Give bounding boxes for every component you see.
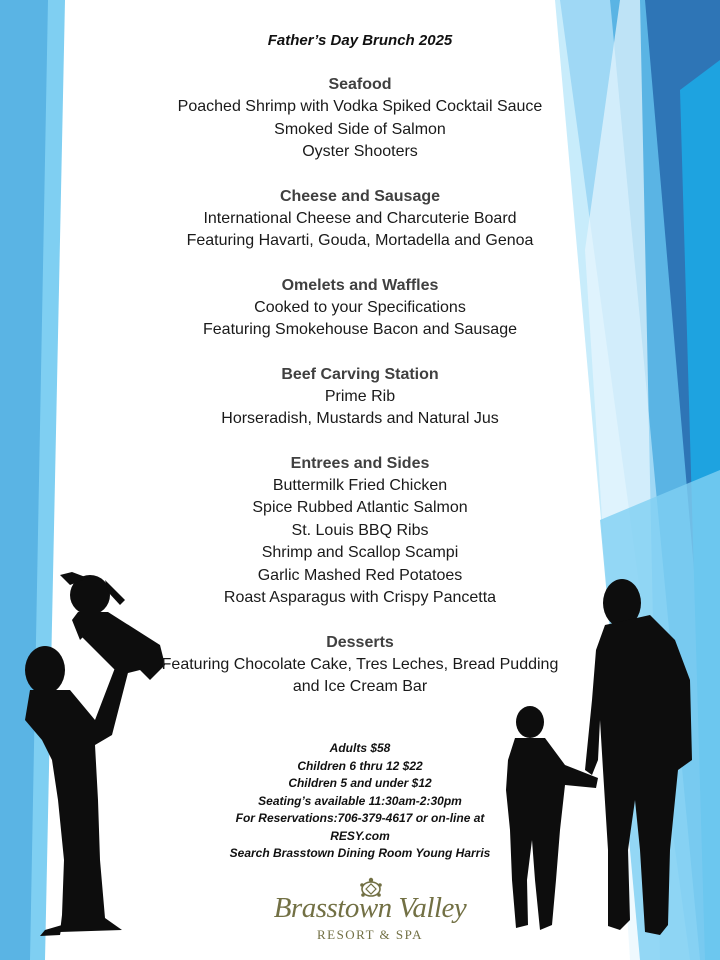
logo-name: Brasstown Valley [273,892,467,924]
menu-content [100,30,620,721]
section-heading: Beef Carving Station [281,365,439,383]
seating-times: Seating’s available 11:30am-2:30pm [258,793,462,808]
menu-section-seafood [100,74,620,164]
menu-item: Poached Shrimp with Vodka Spiked Cocktail Sauce [177,98,543,115]
menu-section-entrees-sides [100,453,620,610]
price-children-5-under: Children 5 and under $12 [288,776,432,790]
menu-item: Spice Rubbed Atlantic Salmon [252,499,468,516]
menu-title: Father’s Day Brunch 2025 [267,32,453,49]
reservation-search-hint: Search Brasstown Dining Room Young Harris [229,846,491,860]
menu-item: Cooked to your Specifications [254,298,466,316]
menu-item: Featuring Smokehouse Bacon and Sausage [203,321,517,338]
menu-item: Roast Asparagus with Crispy Pancetta [223,589,497,606]
section-heading: Cheese and Sausage [279,187,441,205]
pricing-info [200,740,520,863]
section-heading: Seafood [328,76,392,93]
logo-tagline: RESORT & SPA [316,927,424,942]
price-children-6-12: Children 6 thru 12 $22 [297,758,423,773]
menu-section-cheese-sausage [100,186,620,253]
resort-logo [270,876,470,946]
menu-item: International Cheese and Charcuterie Board [203,209,517,227]
menu-item: Buttermilk Fried Chicken [272,476,448,494]
menu-section-desserts [100,632,620,699]
menu-section-omelets-waffles [100,275,620,342]
menu-item: Horseradish, Mustards and Natural Jus [221,410,499,427]
price-adults: Adults $58 [329,741,391,755]
section-heading: Omelets and Waffles [281,276,439,294]
menu-item: St. Louis BBQ Ribs [291,521,429,539]
menu-item: Featuring Havarti, Gouda, Mortadella and Genoa [186,232,534,249]
menu-item: Shrimp and Scallop Scampi [261,544,459,561]
menu-item: Featuring Chocolate Cake, Tres Leches, Bread Pudding [161,655,559,673]
section-heading: Desserts [326,633,394,651]
menu-item: Prime Rib [324,387,396,405]
reservation-phone: For Reservations:706-379-4617 or on-line at [235,811,485,825]
menu-item: Smoked Side of Salmon [274,120,446,138]
menu-item: Garlic Mashed Red Potatoes [257,566,463,584]
section-heading: Entrees and Sides [290,454,430,472]
menu-section-beef-carving [100,364,620,431]
menu-item: and Ice Cream Bar [292,678,428,695]
menu-item: Oyster Shooters [302,143,418,160]
reservation-website: RESY.com [330,828,390,843]
